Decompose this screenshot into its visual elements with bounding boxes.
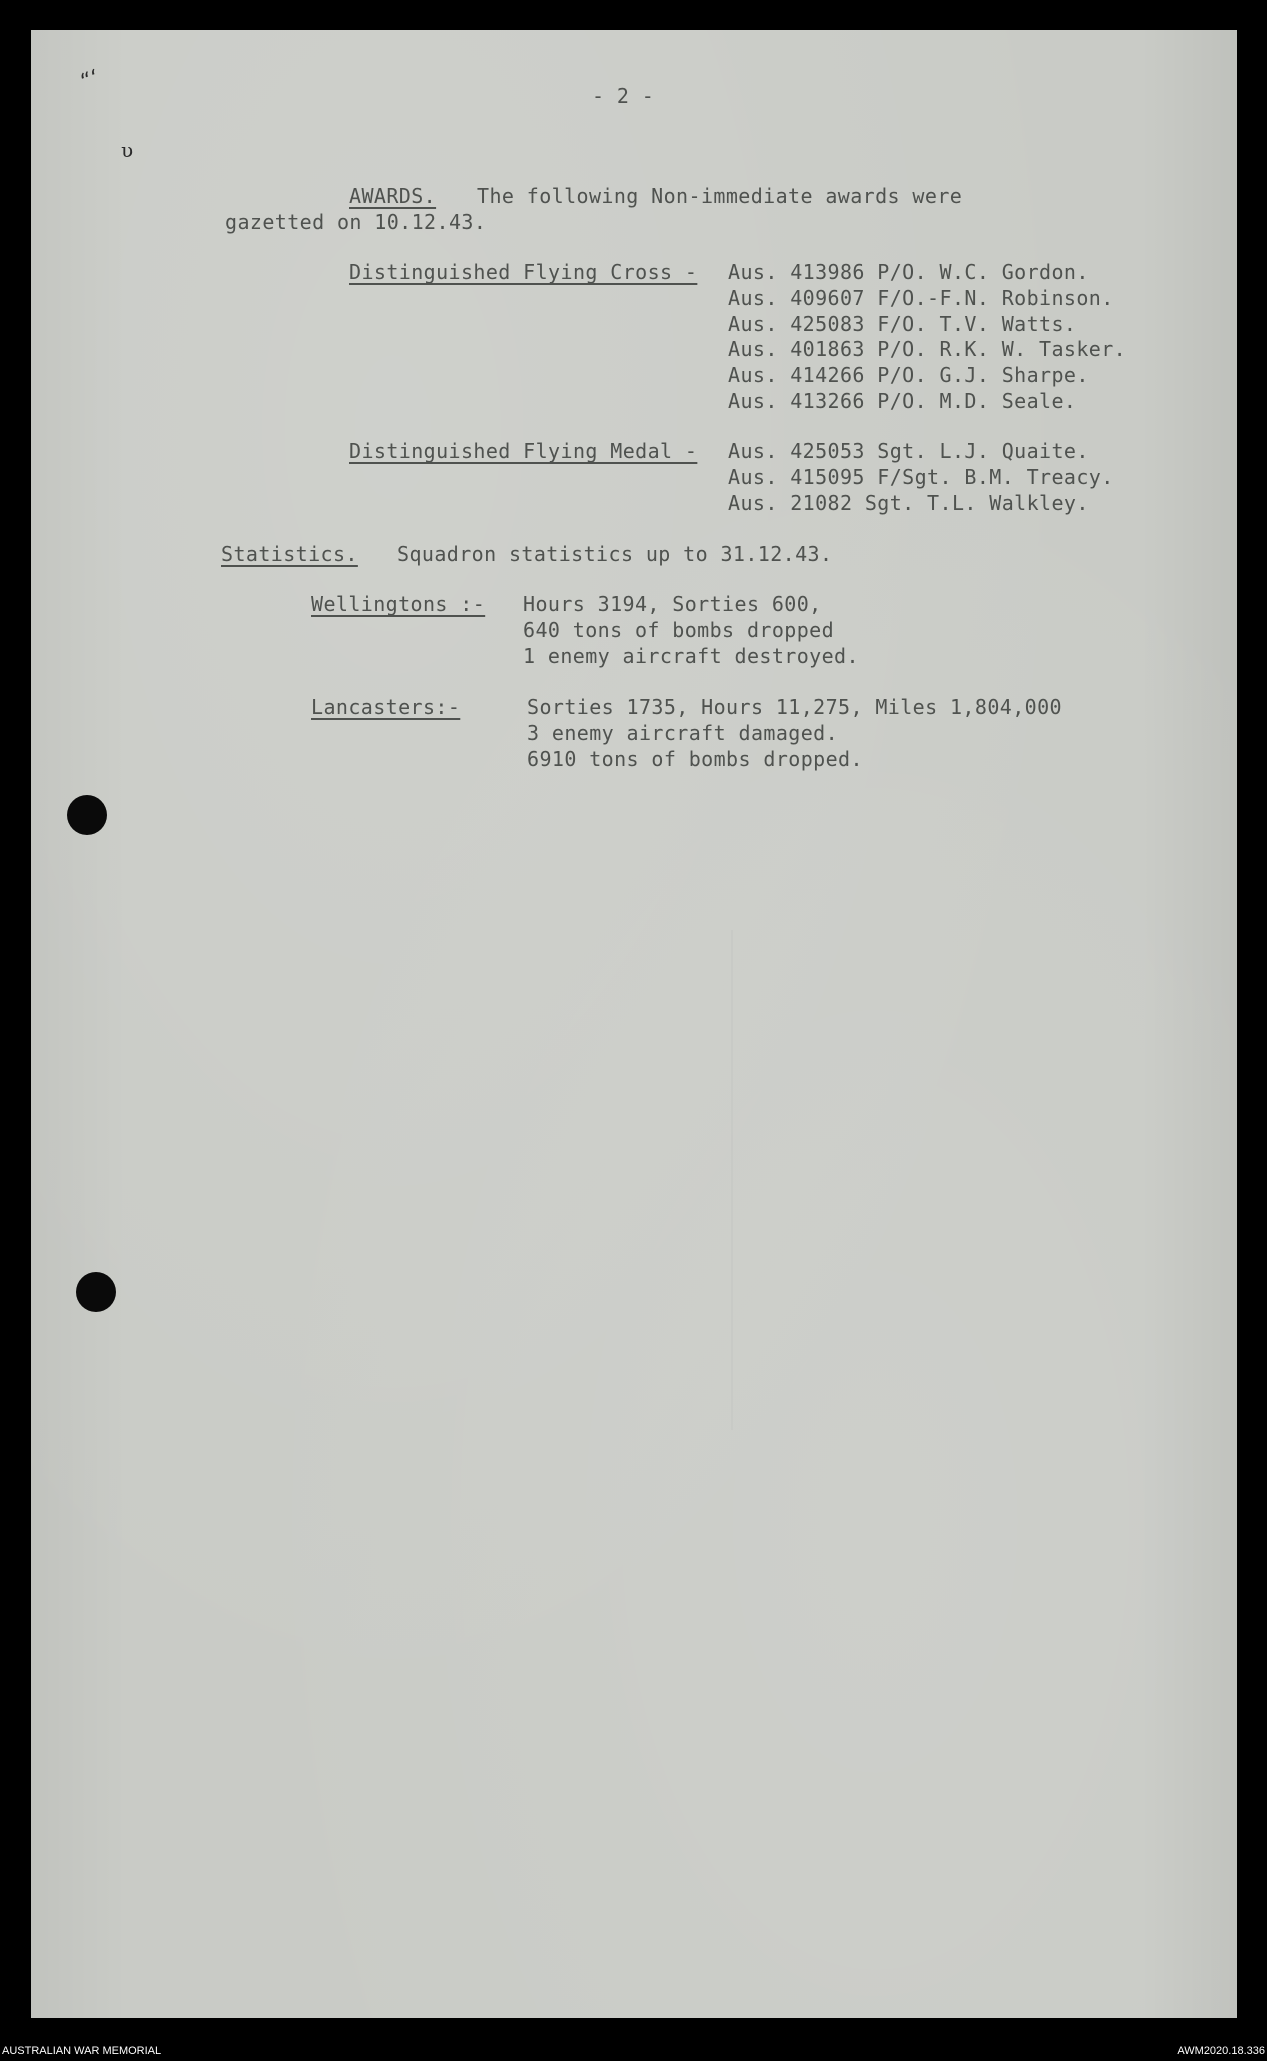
dfm-label: Distinguished Flying Medal -	[349, 439, 698, 463]
lancasters-label: Lancasters:-	[311, 695, 461, 719]
dfc-entry: Aus. 409607 F/O.-F.N. Robinson.	[728, 286, 1114, 310]
punch-hole	[67, 795, 107, 835]
statistics-intro: Squadron statistics up to 31.12.43.	[397, 542, 833, 566]
dfc-entry: Aus. 413266 P/O. M.D. Seale.	[728, 389, 1077, 413]
punch-hole	[76, 1272, 116, 1312]
wellingtons-line: 640 tons of bombs dropped	[523, 618, 835, 642]
awards-intro-line-1: The following Non-immediate awards were	[477, 184, 963, 208]
page-number: - 2 -	[592, 84, 655, 108]
dfm-entry: Aus. 425053 Sgt. L.J. Quaite.	[728, 439, 1089, 463]
dfc-entry: Aus. 414266 P/O. G.J. Sharpe.	[728, 363, 1089, 387]
paper-fold	[731, 930, 733, 1430]
wellingtons-line: 1 enemy aircraft destroyed.	[523, 644, 859, 668]
dfm-entry: Aus. 415095 F/Sgt. B.M. Treacy.	[728, 465, 1114, 489]
awards-heading: AWARDS.	[349, 184, 437, 208]
dfc-entry: Aus. 413986 P/O. W.C. Gordon.	[728, 260, 1089, 284]
statistics-heading: Statistics.	[221, 542, 358, 566]
footer-accession-number: AWM2020.18.336	[1177, 2045, 1265, 2057]
dfc-entry: Aus. 425083 F/O. T.V. Watts.	[728, 312, 1077, 336]
awards-intro-line-2: gazetted on 10.12.43.	[225, 210, 487, 234]
dfc-entry: Aus. 401863 P/O. R.K. W. Tasker.	[728, 337, 1127, 361]
dfc-label: Distinguished Flying Cross -	[349, 260, 698, 284]
wellingtons-line: Hours 3194, Sorties 600,	[523, 592, 822, 616]
footer-credit: AUSTRALIAN WAR MEMORIAL	[2, 2045, 162, 2057]
lancasters-line: 6910 tons of bombs dropped.	[527, 747, 863, 771]
wellingtons-label: Wellingtons :-	[311, 592, 486, 616]
dfm-entry: Aus. 21082 Sgt. T.L. Walkley.	[728, 491, 1089, 515]
margin-mark-1: “ʻ	[77, 65, 103, 96]
document-page	[31, 30, 1237, 2018]
lancasters-line: Sorties 1735, Hours 11,275, Miles 1,804,000	[527, 695, 1062, 719]
lancasters-line: 3 enemy aircraft damaged.	[527, 721, 839, 745]
margin-mark-2: υ	[121, 138, 134, 162]
